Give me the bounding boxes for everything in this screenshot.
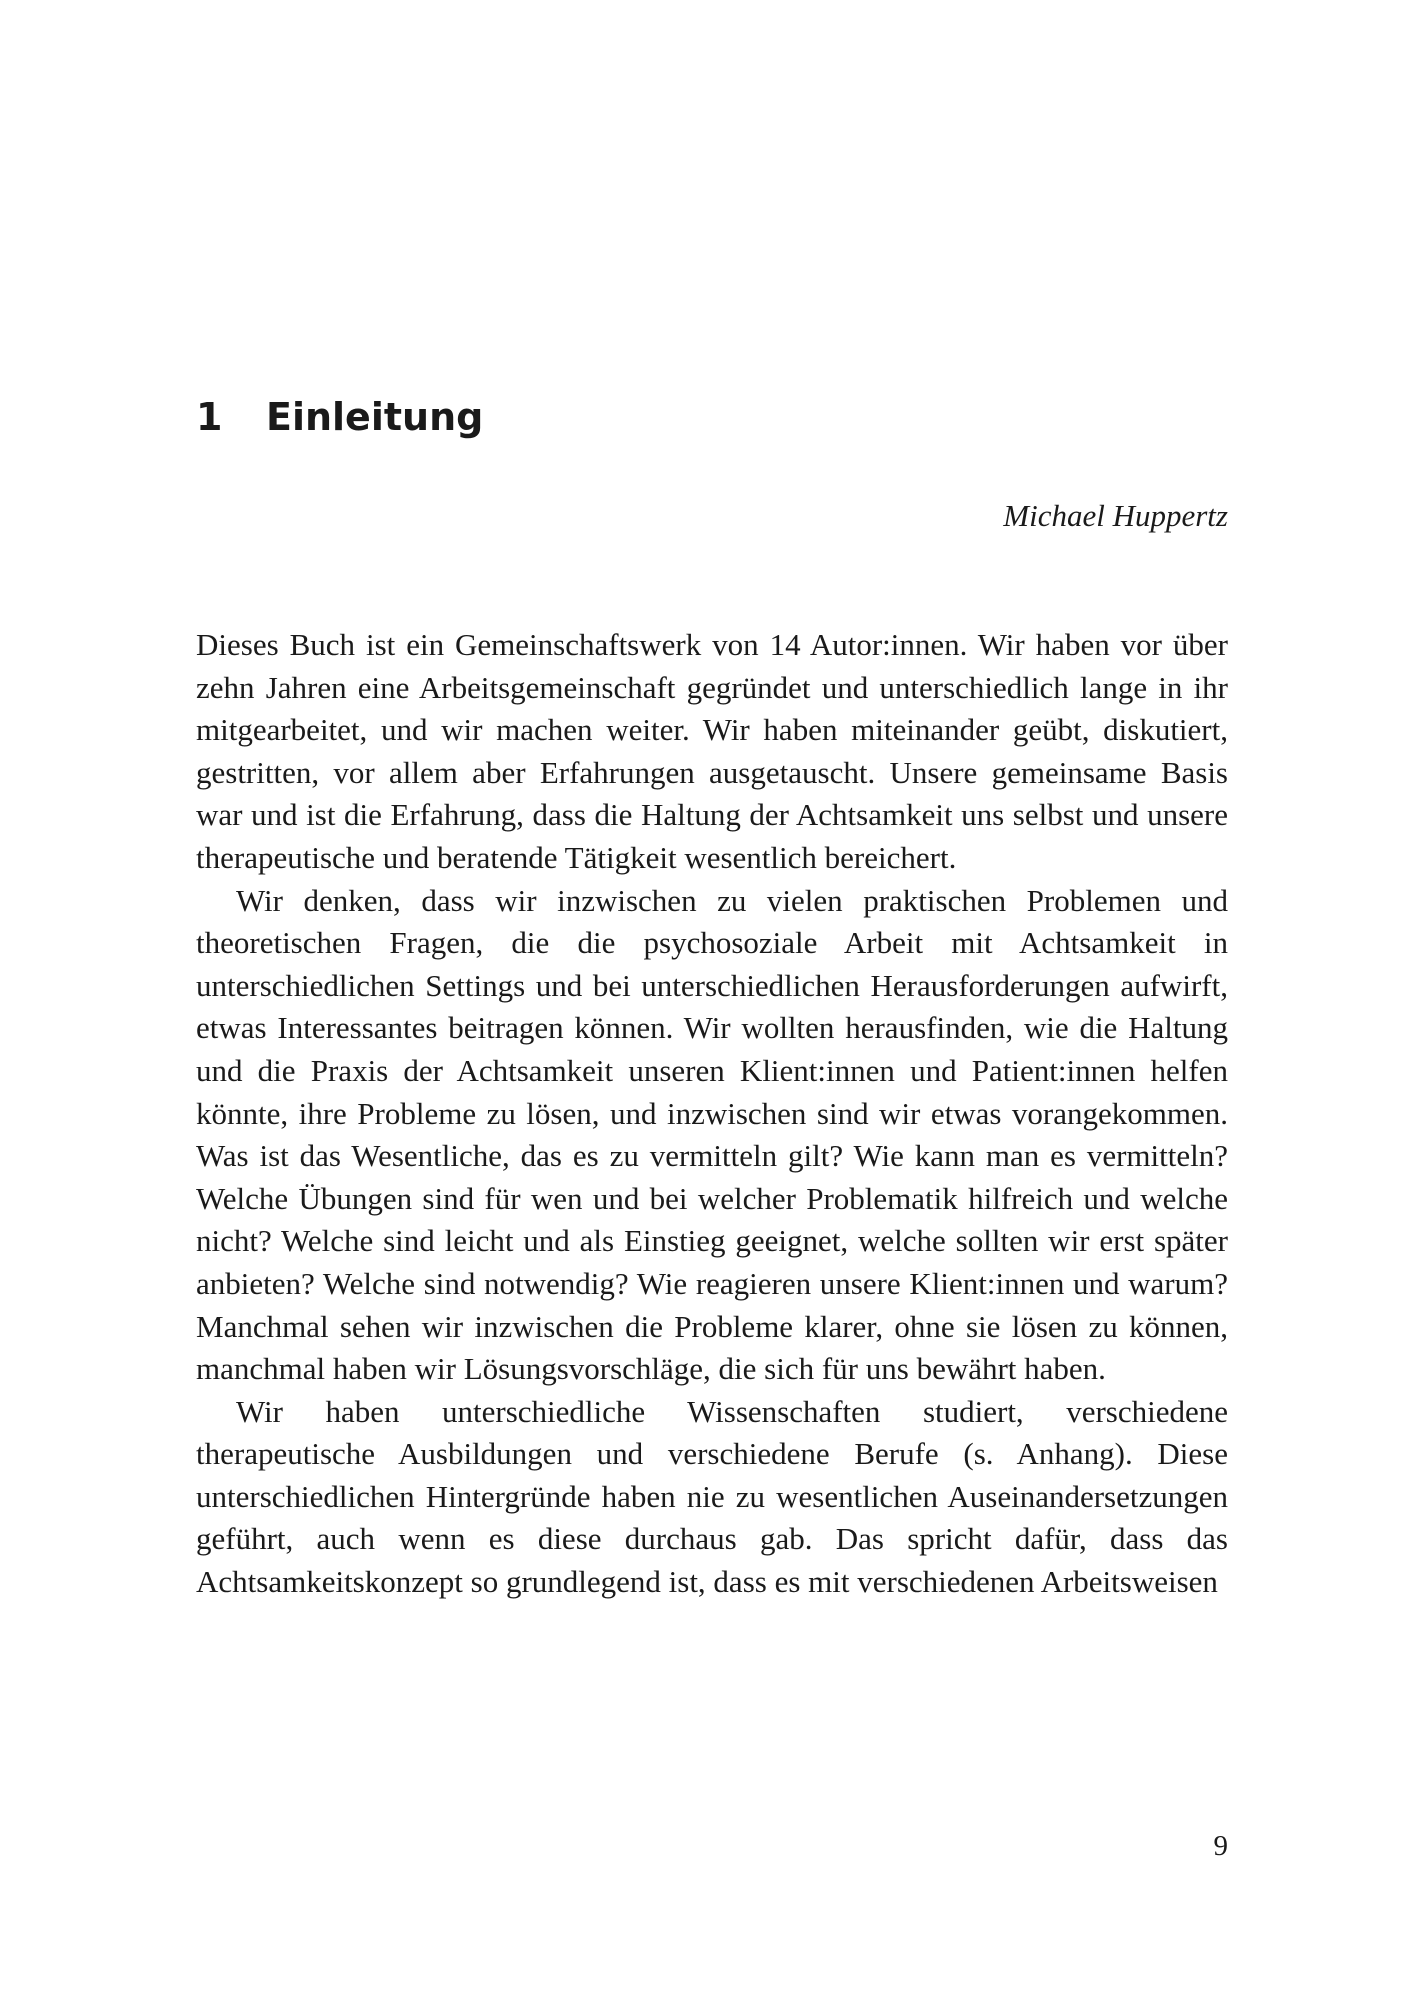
chapter-title: Einleitung <box>266 395 484 439</box>
chapter-number: 1 <box>196 395 223 439</box>
paragraph-1: Dieses Buch ist ein Gemeinschaftswerk von 14 Autor:innen. Wir haben vor über zehn Jahren eine Arbeitsgemeinschaft gegründet und unterschiedlich lange in ihr mitgearbeitet, und wir machen weiter. Wir haben miteinander geübt, diskutiert, gestritten, vor allem aber Erfahrungen ausgetauscht. Unsere gemeinsame Basis war und ist die Erfahrung, dass die Haltung der Achtsamkeit uns selbst und unsere therapeutische und beratende Tätigkeit wesentlich bereichert. <box>196 627 1228 875</box>
page-number: 9 <box>1213 1830 1228 1862</box>
chapter-heading <box>196 395 484 439</box>
chapter-author: Michael Huppertz <box>1003 498 1228 533</box>
paragraph-3: Wir haben unterschiedliche Wissenschaften studiert, verschiedene therapeutische Ausbildungen und verschiedene Berufe (s. Anhang). Diese unterschiedlichen Hintergründe haben nie zu wesentlichen Auseinandersetzungen geführt, auch wenn es diese durchaus gab. Das spricht dafür, dass das Achtsamkeitskonzept so grundlegend ist, dass es mit verschiedenen Arbeitsweisen <box>196 1393 1228 1600</box>
body-text <box>196 624 1228 1604</box>
paragraph-2: Wir denken, dass wir inzwischen zu vielen praktischen Problemen und theoretischen Fragen, die die psychosoziale Arbeit mit Achtsamkeit in unterschiedlichen Settings und bei unterschiedlichen Herausforderungen aufwirft, etwas Interessantes beitragen können. Wir wollten herausfinden, wie die Haltung und die Praxis der Achtsamkeit unseren Klient:innen und Patient:innen helfen könnte, ihre Probleme zu lösen, und inzwischen sind wir etwas vorangekommen. Was ist das Wesentliche, das es zu vermitteln gilt? Wie kann man es vermitteln? Welche Übungen sind für wen und bei welcher Problematik hilfreich und welche nicht? Welche sind leicht und als Einstieg geeignet, welche sollten wir erst später anbieten? Welche sind notwendig? Wie reagieren unsere Klient:innen und warum? Manchmal sehen wir inzwischen die Probleme klarer, ohne sie lösen zu können, manchmal haben wir Lösungsvorschläge, die sich für uns bewährt haben. <box>196 882 1228 1387</box>
